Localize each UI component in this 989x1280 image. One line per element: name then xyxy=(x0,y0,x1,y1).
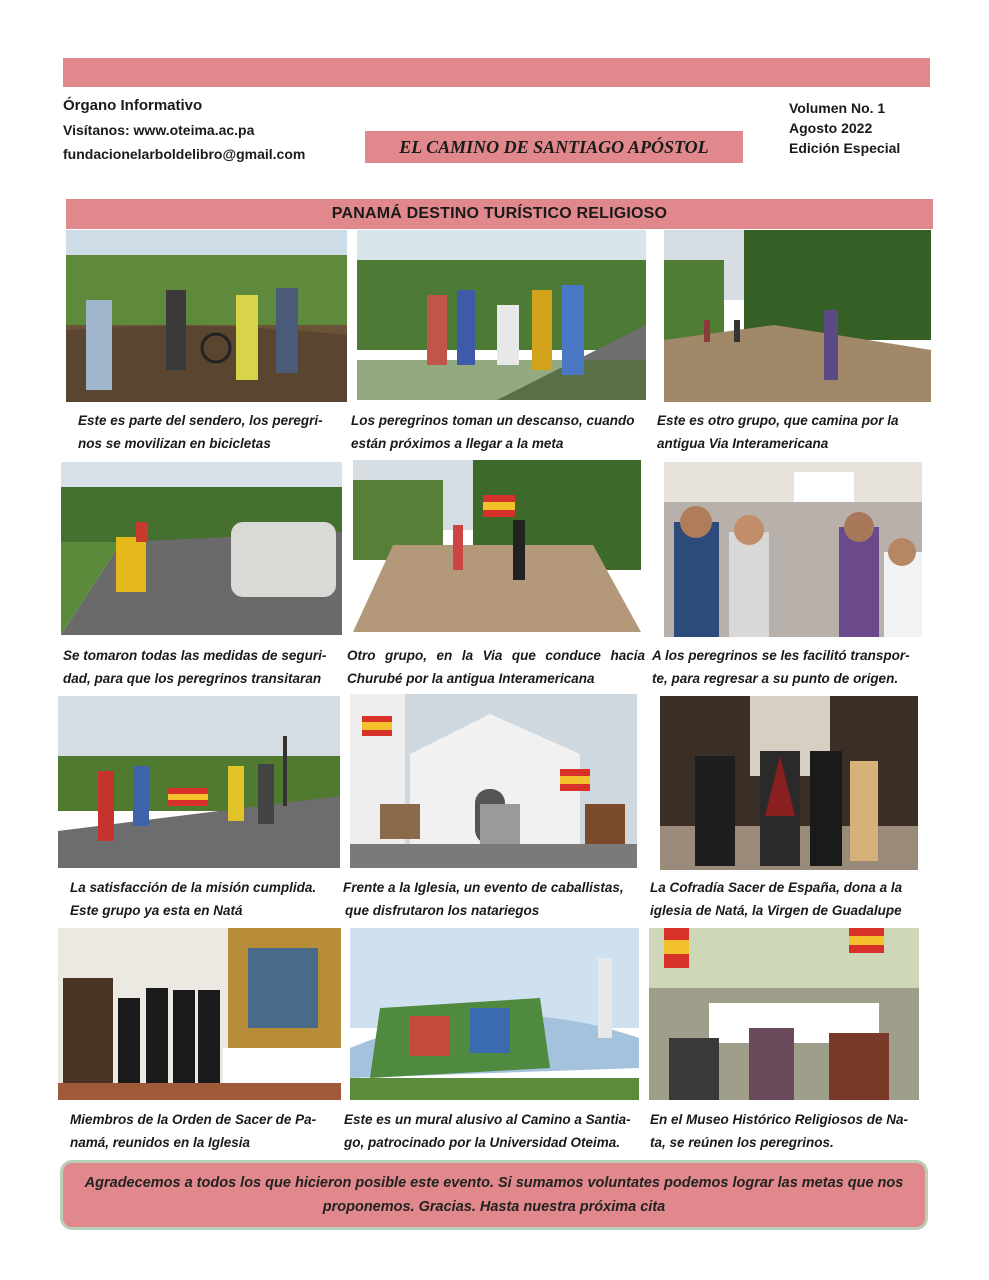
email-text: fundacionelarboldelibro@gmail.com xyxy=(63,146,306,162)
header-contact xyxy=(63,94,305,166)
photo-mural-oteima xyxy=(350,928,639,1100)
photo-churube-road xyxy=(353,460,641,632)
photo-pilgrims-rest xyxy=(357,230,646,400)
organ-label: Órgano Informativo xyxy=(63,97,203,114)
caption-8: Frente a la Iglesia, un evento de caballistas, que disfrutaron los natariegos xyxy=(343,880,624,918)
section-title: PANAMÁ DESTINO TURÍSTICO RELIGIOSO xyxy=(66,199,933,229)
caption-5: Otro grupo, en la Via que conduce hacia Churubé por la antigua Interamericana xyxy=(347,648,645,686)
caption-7: La satisfacción de la misión cumplida. Este grupo ya esta en Natá xyxy=(70,880,317,918)
header-edition-info xyxy=(789,98,900,158)
thanks-message-text: Agradecemos a todos los que hicieron posible este evento. Si sumamos voluntates podemos lograr las metas que nos proponemos. Gracias. Hasta nuestra próxima cita xyxy=(84,1175,904,1215)
photo-road-safety xyxy=(61,462,342,635)
photo-trail-bicycles xyxy=(66,230,347,402)
caption-1: Este es parte del sendero, los peregri- nos se movilizan en bicicletas xyxy=(78,413,323,451)
caption-4: Se tomaron todas las medidas de seguri- dad, para que los peregrinos transitaran xyxy=(63,648,327,686)
date-text: Agosto 2022 xyxy=(789,120,873,136)
top-color-bar xyxy=(63,58,930,87)
caption-11: Este es un mural alusivo al Camino a Santia- go, patrocinado por la Universidad Oteima. xyxy=(344,1112,631,1150)
photo-cofradia-virgin xyxy=(660,696,918,870)
edition-text: Edición Especial xyxy=(789,140,901,156)
newsletter-title: EL CAMINO DE SANTIAGO APÓSTOL xyxy=(365,131,743,163)
photo-old-highway-group xyxy=(664,230,931,402)
photo-group-nata xyxy=(58,696,340,868)
caption-3: Este es otro grupo, que camina por la antigua Via Interamericana xyxy=(657,413,899,451)
caption-9: La Cofradía Sacer de España, dona a la iglesia de Natá, la Virgen de Guadalupe xyxy=(650,880,903,918)
caption-2: Los peregrinos toman un descanso, cuando están próximos a llegar a la meta xyxy=(351,413,635,451)
thanks-message-box xyxy=(60,1160,928,1230)
photo-order-sacer-members xyxy=(58,928,341,1100)
website-text: Visítanos: www.oteima.ac.pa xyxy=(63,122,255,138)
photo-church-horsemen xyxy=(350,694,637,868)
photo-museum-gathering xyxy=(649,928,919,1100)
caption-10: Miembros de la Orden de Sacer de Pa- namá, reunidos en la Iglesia xyxy=(70,1112,317,1150)
caption-6: A los peregrinos se les facilitó transpor- te, para regresar a su punto de origen. xyxy=(652,648,910,686)
caption-12: En el Museo Histórico Religiosos de Na- ta, se reúnen los peregrinos. xyxy=(650,1112,909,1150)
volume-text: Volumen No. 1 xyxy=(789,100,886,116)
photo-bus-transport xyxy=(664,462,922,637)
